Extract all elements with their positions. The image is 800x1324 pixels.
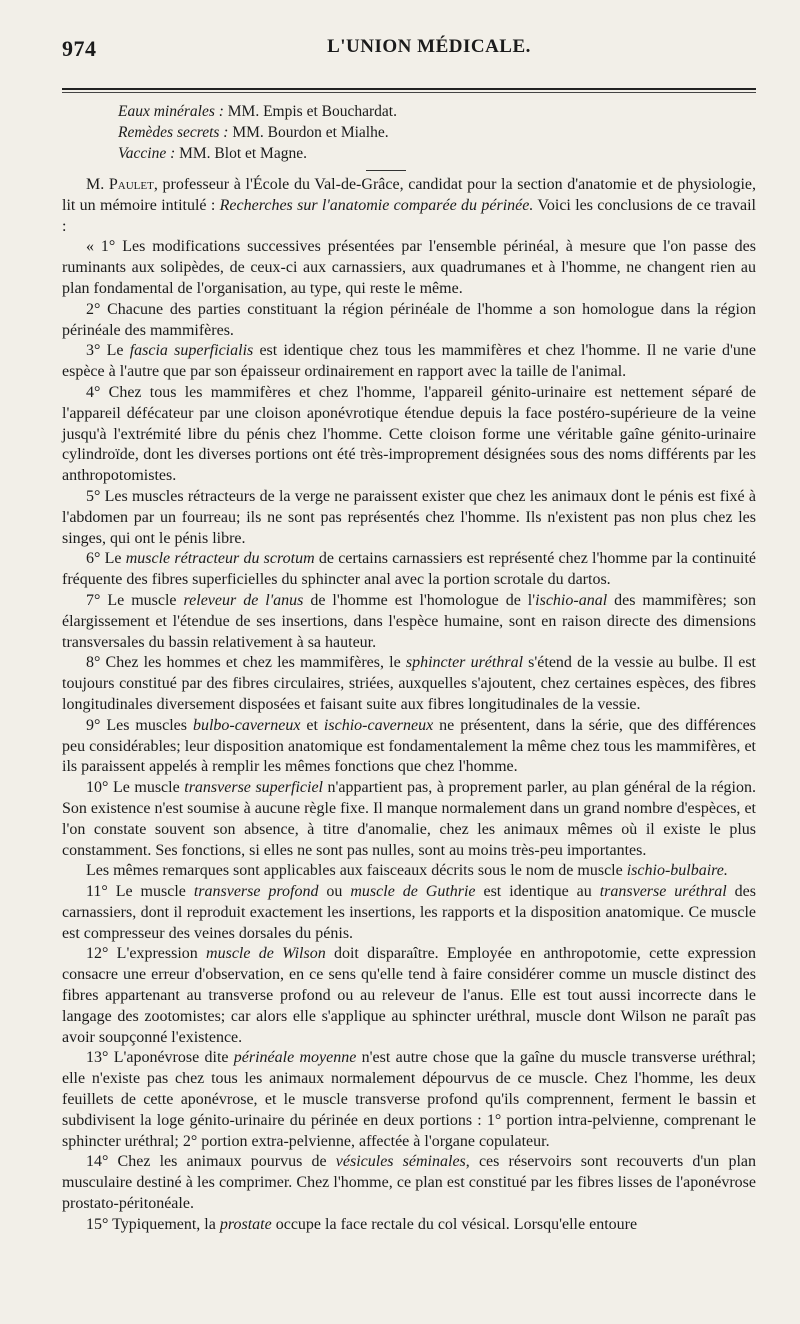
committee-list [62, 101, 756, 164]
conclusion-1: « 1° Les modifications successives présentées par l'ensemble périnéal, à mesure que l'on passe des ruminants aux solipèdes, de ceux-ci aux carnassiers, aux quadrumanes et à l'homme, ne changent rien au plan fondamental de l'organisation, au type, qui reste le même. [62, 238, 756, 297]
conclusion-12: 12° L'expression muscle de Wilson doit disparaître. Employée en anthropotomie, cette expression consacre une erreur d'observation, en ce sens qu'elle tend à faire considérer comme un muscle distinct des fibres appartenant au transverse profond ou au releveur de l'anus. Elle est tout aussi incorrecte dans le langage des zootomistes; car alors elle s'applique au sphincter uréthral, muscle dont Wilson ne paraît pas avoir soupçonné l'existence. [62, 945, 756, 1046]
author-name: Paulet [108, 176, 154, 193]
committee-row-remedes: Remèdes secrets : MM. Bourdon et Mialhe. [118, 124, 389, 141]
header-rule [62, 88, 756, 90]
conclusion-4: 4° Chez tous les mammifères et chez l'homme, l'appareil génito-urinaire est nettement séparé de l'appareil défécateur par une cloison aponévrotique étendue depuis la face postéro-supérieure de la veine jusqu'à l'extrémité libre du pénis chez l'homme. Cette cloison forme une véritable gaîne génito-urinaire cylindroïde, dont les diverses portions ont été très-improprement désignées sous des noms différents par les anthropotomistes. [62, 383, 756, 485]
conclusion-13: 13° L'aponévrose dite périnéale moyenne n'est autre chose que la gaîne du muscle transverse uréthral; elle n'existe pas chez tous les animaux normalement dépourvus de ce muscle. Chez l'homme, les deux feuillets de cette aponévrose, et le muscle transverse profond qu'ils comprennent, ferment le bassin et subdivisent la loge génito-urinaire du périnée en deux portions : 1° portion intra-pelvienne, comprenant le sphincter uréthral; 2° portion extra-pelvienne, affectée à l'organe copulateur. [62, 1049, 757, 1150]
page-header [62, 30, 756, 64]
conclusion-6: 6° Le muscle rétracteur du scrotum de certains carnassiers est représenté chez l'homme par la continuité fréquente des fibres superficielles du sphincter anal avec la portion scrotale du dartos. [62, 550, 756, 589]
conclusion-15: 15° Typiquement, la prostate occupe la face rectale du col vésical. Lorsqu'elle entoure [86, 1215, 638, 1233]
page-number: 974 [62, 36, 97, 61]
article-body [62, 175, 756, 1236]
running-title: L'UNION MÉDICALE. [327, 36, 531, 57]
committee-row-vaccine: Vaccine : MM. Blot et Magne. [118, 145, 307, 162]
conclusion-11: 11° Le muscle transverse profond ou muscle de Guthrie est identique au transverse uréthral des carnassiers, dont il reproduit exactement les insertions, les rapports et la disposition anatomique. Ce muscle est compresseur des veines dorsales du pénis. [62, 883, 757, 942]
conclusion-8: 8° Chez les hommes et chez les mammifères, le sphincter uréthral s'étend de la vessie au bulbe. Il est toujours constitué par des fibres circulaires, striées, auxquelles s'ajoutent, chez certaines espèces, des fibres longitudinales diversement disposées et faisant suite aux fibres longitudinales de la vessie. [62, 654, 757, 713]
conclusion-9: 9° Les muscles bulbo-caverneux et ischio-caverneux ne présentent, dans la série, que des différences peu considérables; leur disposition anatomique est fondamentalement la même chez tous les mammifères, et ils paraissent appelés à remplir les mêmes fonctions que chez l'homme. [62, 716, 757, 776]
conclusion-5: 5° Les muscles rétracteurs de la verge ne paraissent exister que chez les animaux dont le pénis est fixé à l'abdomen par un fourreau; ils ne sont pas représentés chez l'homme. Ils n'existent pas non plus chez les singes, qui ont le pénis libre. [62, 487, 756, 547]
header-rule-thin [62, 92, 756, 93]
conclusion-14: 14° Chez les animaux pourvus de vésicules séminales, ces réservoirs sont recouverts d'un plan musculaire destiné à les comprimer. Chez l'homme, ce plan est constitué par les fibres lisses de l'aponévrose prostato-péritonéale. [62, 1153, 756, 1213]
committee-row-eaux: Eaux minérales : MM. Empis et Bouchardat. [118, 103, 397, 120]
conclusion-3: 3° Le fascia superficialis est identique chez tous les mammifères et chez l'homme. Il ne varie d'une espèce à l'autre que par son épaisseur ordinairement en rapport avec la taille de l'animal. [62, 342, 757, 381]
memoir-title: Recherches sur l'anatomie comparée du périnée. [219, 196, 534, 214]
section-divider [366, 170, 406, 171]
conclusion-10: 10° Le muscle transverse superficiel n'appartient pas, à proprement parler, au plan général de la région. Son existence n'est soumise à aucune règle fixe. Il manque normalement dans un grand nombre d'espèces, et l'on constate souvent son absence, à titre d'anomalie, chez les animaux mêmes où il existe le plus constamment. Ses fonctions, si elles ne sont pas nulles, sont au moins très-peu importantes. [62, 779, 756, 859]
conclusion-7: 7° Le muscle releveur de l'anus de l'homme est l'homologue de l'ischio-anal des mammifères; son élargissement et l'étendue de ses insertions, dans l'espèce humaine, sont en raison directe des dimensions transversales du bassin relativement à sa hauteur. [62, 591, 757, 651]
intro-paragraph: M. Paulet, professeur à l'École du Val-de-Grâce, candidat pour la section d'anatomie et de physiologie, lit un mémoire intitulé : Recherches sur l'anatomie comparée du périnée. Voici les conclusions de ce travail : [62, 176, 757, 235]
conclusion-2: 2° Chacune des parties constituant la région périnéale de l'homme a son homologue dans la région périnéale des mammifères. [62, 300, 756, 339]
conclusion-10-remark: Les mêmes remarques sont applicables aux faisceaux décrits sous le nom de muscle ischio-bulbaire. [86, 862, 728, 880]
